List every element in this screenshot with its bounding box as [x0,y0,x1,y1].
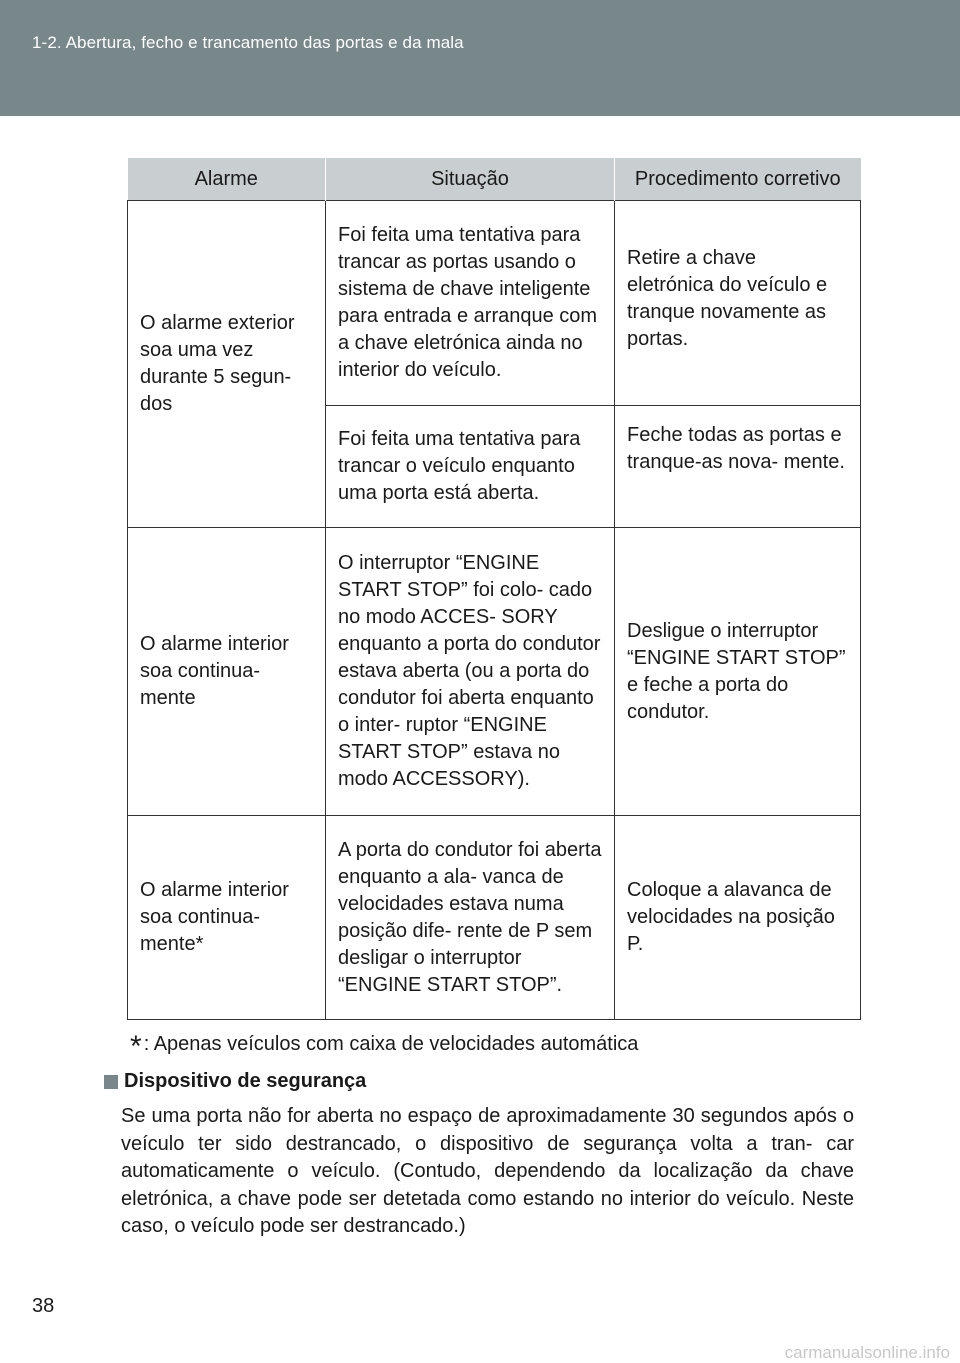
column-header-procedure: Procedimento corretivo [615,158,861,201]
page-number: 38 [32,1295,55,1317]
footnote [130,1030,638,1064]
situation-cell: Foi feita uma tentativa para trancar as portas usando o sistema de chave inteligente para entrada e arranque com a chave eletrónica ainda no interior do veículo. [326,201,615,406]
alarm-table [127,158,861,1020]
section-breadcrumb: 1-2. Abertura, fecho e trancamento das portas e da mala [32,33,464,52]
procedure-cell: Coloque a alavanca de velocidades na posição P. [615,816,861,1020]
section-body: Se uma porta não for aberta no espaço de aproximadamente 30 segundos após o veículo ter sido destrancado, o dispositivo de segurança volta a tran- car automaticamente o veículo. (Contudo, dependendo da localização da chave eletrónica, a chave pode ser detetada como estando no interior do veículo. Neste caso, o veículo pode ser destrancado.) [121,1105,854,1237]
table-row [128,816,861,1020]
footnote-asterisk: * [130,1030,142,1063]
situation-cell: Foi feita uma tentativa para trancar o veículo enquanto uma porta está aberta. [326,406,615,528]
alarm-cell: O alarme interior soa continua- mente* [128,816,326,1020]
section-heading-text: Dispositivo de segurança [124,1070,367,1092]
page-header [0,0,960,116]
procedure-cell: Desligue o interruptor “ENGINE START STOP” e feche a porta do condutor. [615,528,861,816]
footnote-text: : Apenas veículos com caixa de velocidades automática [143,1033,639,1055]
table-row [128,201,861,406]
alarm-cell: O alarme interior soa continua- mente [128,528,326,816]
situation-cell: O interruptor “ENGINE START STOP” foi colo- cado no modo ACCES- SORY enquanto a porta do condutor estava aberta (ou a porta do condutor foi aberta enquanto o inter- ruptor “ENGINE START STOP” estava no modo ACCESSORY). [326,528,615,816]
situation-cell: A porta do condutor foi aberta enquanto a ala- vanca de velocidades estava numa posição dife- rente de P sem desligar o interruptor “ENGINE START STOP”. [326,816,615,1020]
procedure-cell: Retire a chave eletrónica do veículo e tranque novamente as portas. [615,201,861,406]
square-bullet-icon [104,1075,118,1089]
procedure-cell: Feche todas as portas e tranque-as nova- mente. [615,406,861,528]
watermark: carmanualsonline.info [784,1343,950,1362]
alarm-cell: O alarme exterior soa uma vez durante 5 segun- dos [128,201,326,528]
table-header-row [128,158,861,201]
section-heading [104,1070,366,1093]
column-header-alarm: Alarme [128,158,326,201]
column-header-situation: Situação [326,158,615,201]
table-row [128,528,861,816]
